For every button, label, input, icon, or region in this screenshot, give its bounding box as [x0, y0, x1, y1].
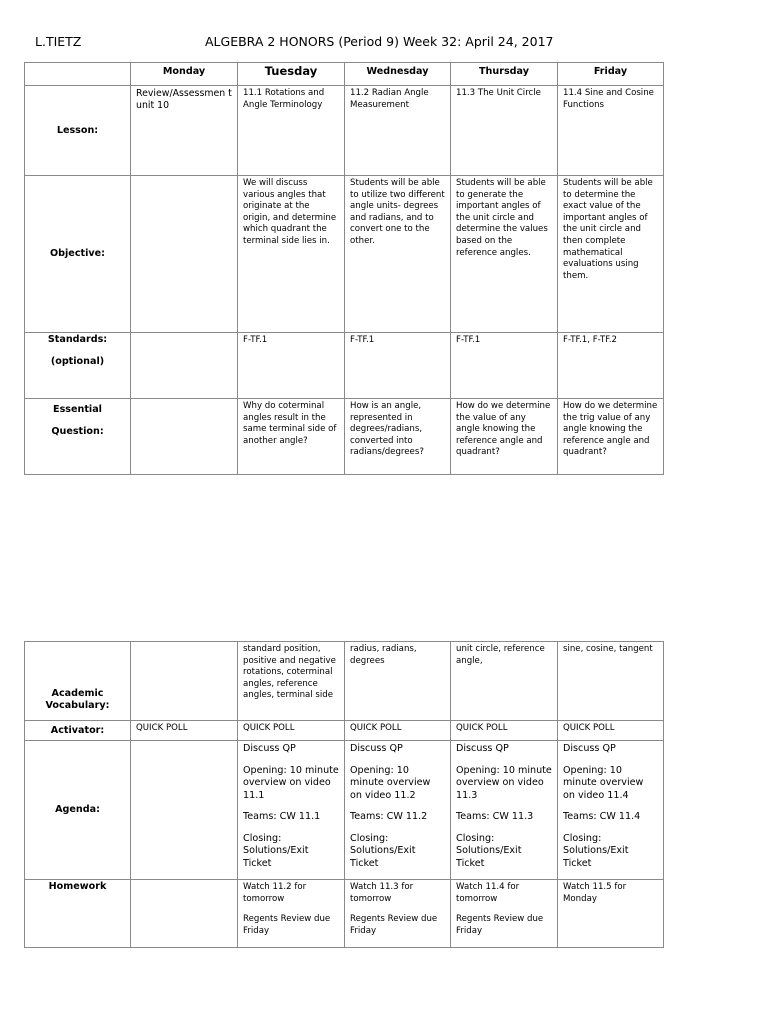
essential-friday: How do we determine the trig value of any angle knowing the reference angle and quadrant?	[558, 399, 664, 475]
vocabulary-label: Academic Vocabulary:	[25, 642, 131, 721]
homework-thursday	[451, 880, 558, 948]
lesson-label: Lesson:	[25, 86, 131, 176]
objective-wednesday: Students will be able to utilize two different angle units- degrees and radians, and to convert one to the other.	[345, 176, 451, 333]
agenda-item: Teams: CW 11.1	[243, 811, 321, 822]
agenda-item: Discuss QP	[456, 743, 509, 754]
objective-row	[25, 176, 664, 333]
agenda-item: Opening: 10 minute overview on video 11.3	[456, 764, 552, 801]
activator-friday: QUICK POLL	[558, 721, 664, 741]
lesson-plan-table-bottom	[24, 641, 664, 948]
homework-item: Regents Review due Friday	[243, 914, 331, 936]
homework-item: Watch 11.4 for tomorrow	[456, 882, 520, 904]
activator-label: Activator:	[25, 721, 131, 741]
essential-label-cell	[25, 399, 131, 475]
agenda-item: Teams: CW 11.2	[350, 811, 428, 822]
homework-label: Homework	[25, 880, 131, 948]
agenda-label: Agenda:	[25, 741, 131, 880]
agenda-item: Teams: CW 11.3	[456, 811, 534, 822]
activator-wednesday: QUICK POLL	[345, 721, 451, 741]
agenda-wednesday	[345, 741, 451, 880]
agenda-item: Teams: CW 11.4	[563, 811, 641, 822]
activator-tuesday: QUICK POLL	[238, 721, 345, 741]
essential-tuesday: Why do coterminal angles result in the same terminal side of another angle?	[238, 399, 345, 475]
agenda-item: Opening: 10 minute overview on video 11.4	[563, 764, 644, 801]
lesson-friday: 11.4 Sine and Cosine Functions	[558, 86, 664, 176]
homework-row	[25, 880, 664, 948]
day-header-friday: Friday	[558, 63, 664, 86]
objective-friday: Students will be able to determine the exact value of the important angles of the unit circle and then complete mathematical evaluations using them.	[558, 176, 664, 333]
teacher-name: L.TIETZ	[35, 34, 82, 49]
agenda-friday	[558, 741, 664, 880]
homework-item: Regents Review due Friday	[456, 914, 544, 936]
lesson-row	[25, 86, 664, 176]
homework-item: Watch 11.2 for tomorrow	[243, 882, 307, 904]
activator-row	[25, 721, 664, 741]
agenda-monday	[131, 741, 238, 880]
essential-wednesday: How is an angle, represented in degrees/radians, converted into radians/degrees?	[345, 399, 451, 475]
activator-monday: QUICK POLL	[131, 721, 238, 741]
objective-tuesday: We will discuss various angles that originate at the origin, and determine which quadrant the terminal side lies in.	[238, 176, 345, 333]
day-header-tuesday: Tuesday	[238, 63, 345, 86]
standards-friday: F-TF.1, F-TF.2	[558, 333, 664, 399]
day-header-thursday: Thursday	[451, 63, 558, 86]
essential-monday	[131, 399, 238, 475]
vocabulary-thursday: unit circle, reference angle,	[451, 642, 558, 721]
essential-sublabel: Question:	[51, 426, 104, 437]
homework-item: Watch 11.5 for Monday	[563, 882, 627, 904]
vocabulary-wednesday: radius, radians, degrees	[345, 642, 451, 721]
agenda-item: Closing: Solutions/Exit Ticket	[350, 832, 416, 869]
agenda-item: Closing: Solutions/Exit Ticket	[563, 832, 629, 869]
objective-label: Objective:	[25, 176, 131, 333]
standards-sublabel: (optional)	[50, 356, 105, 367]
day-header-monday: Monday	[131, 63, 238, 86]
standards-thursday: F-TF.1	[451, 333, 558, 399]
homework-friday	[558, 880, 664, 948]
agenda-item: Discuss QP	[243, 743, 296, 754]
homework-monday	[131, 880, 238, 948]
agenda-item: Opening: 10 minute overview on video 11.1	[243, 764, 339, 801]
day-header-wednesday: Wednesday	[345, 63, 451, 86]
vocabulary-row	[25, 642, 664, 721]
standards-tuesday: F-TF.1	[238, 333, 345, 399]
agenda-item: Closing: Solutions/Exit Ticket	[243, 832, 309, 869]
lesson-plan-table-top	[24, 62, 664, 475]
lesson-monday: Review/Assessmen t unit 10	[131, 86, 238, 176]
homework-wednesday	[345, 880, 451, 948]
homework-item: Regents Review due Friday	[350, 914, 438, 936]
vocabulary-friday: sine, cosine, tangent	[558, 642, 664, 721]
objective-thursday: Students will be able to generate the important angles of the unit circle and determine the values based on the reference angles.	[451, 176, 558, 333]
essential-question-row	[25, 399, 664, 475]
agenda-item: Closing: Solutions/Exit Ticket	[456, 832, 522, 869]
activator-thursday: QUICK POLL	[451, 721, 558, 741]
agenda-item: Opening: 10 minute overview on video 11.2	[350, 764, 431, 801]
lesson-tuesday: 11.1 Rotations and Angle Terminology	[238, 86, 345, 176]
document-title: ALGEBRA 2 HONORS (Period 9) Week 32: April 24, 2017	[205, 34, 554, 49]
essential-thursday: How do we determine the value of any angle knowing the reference angle and quadrant?	[451, 399, 558, 475]
standards-label: Standards:	[47, 334, 108, 345]
agenda-item: Discuss QP	[350, 743, 403, 754]
homework-item: Watch 11.3 for tomorrow	[350, 882, 414, 904]
standards-wednesday: F-TF.1	[345, 333, 451, 399]
day-header-row	[25, 63, 664, 86]
corner-cell	[25, 63, 131, 86]
essential-label: Essential	[53, 404, 102, 415]
vocabulary-tuesday: standard position, positive and negative rotations, coterminal angles, reference angles, terminal side	[238, 642, 345, 721]
homework-tuesday	[238, 880, 345, 948]
lesson-wednesday: 11.2 Radian Angle Measurement	[345, 86, 451, 176]
standards-label-cell	[25, 333, 131, 399]
agenda-item: Discuss QP	[563, 743, 616, 754]
lesson-thursday: 11.3 The Unit Circle	[451, 86, 558, 176]
objective-monday	[131, 176, 238, 333]
standards-monday	[131, 333, 238, 399]
vocabulary-monday	[131, 642, 238, 721]
agenda-tuesday	[238, 741, 345, 880]
standards-row	[25, 333, 664, 399]
agenda-thursday	[451, 741, 558, 880]
agenda-row	[25, 741, 664, 880]
